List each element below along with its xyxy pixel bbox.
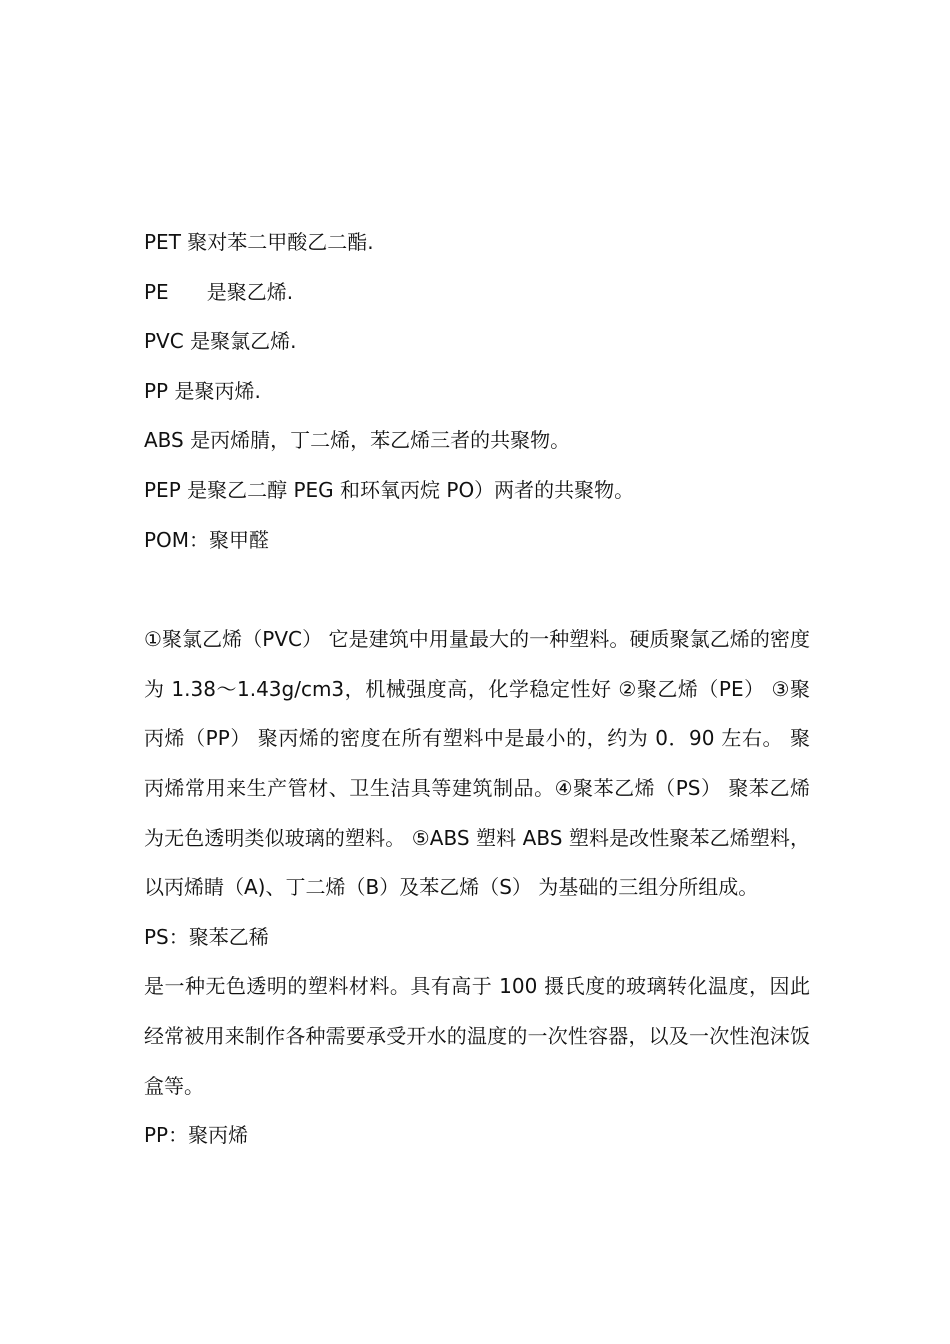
section-spacer (144, 565, 810, 615)
plastics-paragraph: ①聚氯乙烯（PVC） 它是建筑中用量最大的一种塑料。硬质聚氯乙烯的密度为 1.38～1.43g/cm3，机械强度高，化学稳定性好 ②聚乙烯（PE） ③聚丙烯（PP） 聚丙烯的密度在所有塑料中是最小的，约为 0．90 左右。 聚丙烯常用来生产管材、卫生洁具等建筑制品。④聚苯乙烯（PS） 聚苯乙烯为无色透明类似玻璃的塑料。 ⑤ABS 塑料 ABS 塑料是改性聚苯乙烯塑料，以丙烯睛（A)、丁二烯（B）及苯乙烯（S） 为基础的三组分所组成。 (144, 627, 810, 900)
ps-paragraph: 是一种无色透明的塑料材料。具有高于 100 摄氏度的玻璃转化温度，因此经常被用来制作各种需要承受开水的温度的一次性容器，以及一次性泡沫饭盒等。 (144, 974, 810, 1098)
definition-abs: ABS 是丙烯腈，丁二烯，苯乙烯三者的共聚物。 (144, 428, 571, 453)
ps-heading: PS：聚苯乙稀 (144, 924, 269, 949)
definition-pet: PET 聚对苯二甲酸乙二酯. (144, 230, 374, 254)
definition-pvc: PVC 是聚氯乙烯. (144, 329, 297, 354)
definition-pe-text: 是聚乙烯. (206, 279, 294, 304)
definition-pe-abbr: PE (144, 279, 169, 304)
definition-pom: POM：聚甲醛 (144, 527, 270, 552)
definition-pp: PP 是聚丙烯. (144, 378, 261, 403)
pp-heading: PP：聚丙烯 (144, 1123, 249, 1148)
definition-pep: PEP 是聚乙二醇 PEG 和环氧丙烷 PO）两者的共聚物。 (144, 477, 635, 502)
document-body (144, 218, 810, 1161)
definition-pe (144, 268, 810, 318)
